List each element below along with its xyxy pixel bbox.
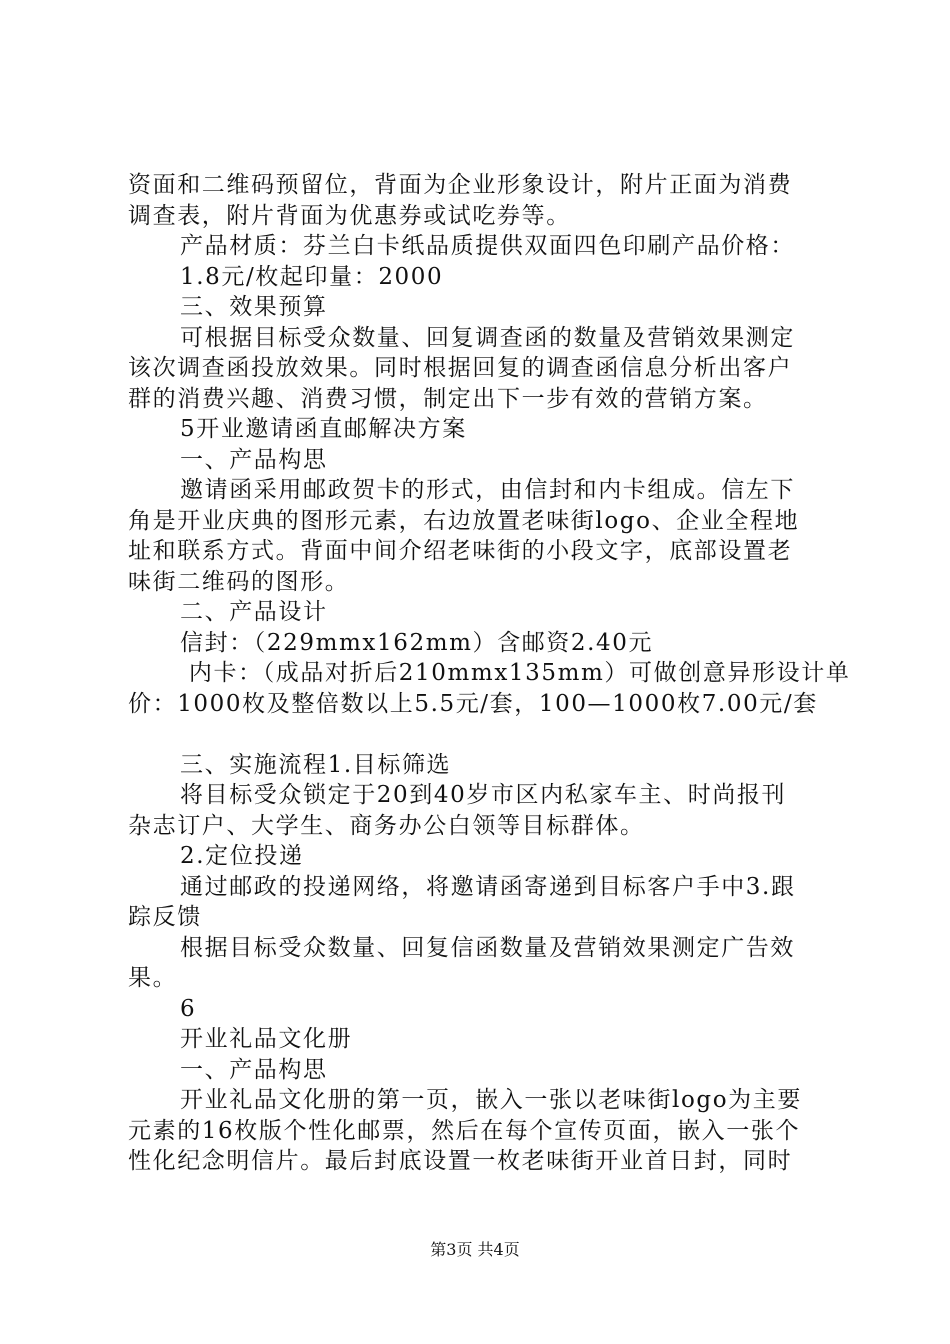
text-line: 通过邮政的投递网络，将邀请函寄递到目标客户手中3.跟	[180, 873, 796, 900]
page-footer: 第3页 共4页	[430, 1240, 520, 1259]
text-line: 角是开业庆典的图形元素，右边放置老味街logo、企业全程地	[128, 507, 800, 534]
text-line: 可根据目标受众数量、回复调查函的数量及营销效果测定	[180, 324, 795, 351]
text-line: 杂志订户、大学生、商务办公白领等目标群体。	[128, 812, 645, 839]
document-body	[128, 170, 851, 1177]
text-line: 根据目标受众数量、回复信函数量及营销效果测定广告效	[180, 934, 795, 961]
text-line: 邀请函采用邮政贺卡的形式，由信封和内卡组成。信左下	[180, 477, 795, 503]
text-line: 价：1000枚及整倍数以上5.5元/套，100—1000枚7.00元/套	[128, 690, 818, 717]
section-heading: 三、效果预算	[180, 294, 328, 320]
text-line: 调查表，附片背面为优惠券或试吃券等。	[128, 202, 571, 229]
text-line: 信封：（229mmx162mm）含邮资2.40元	[180, 629, 654, 656]
text-line: 群的消费兴趣、消费习惯，制定出下一步有效的营销方案。	[128, 385, 768, 412]
section-heading: 2.定位投递	[180, 843, 304, 869]
section-heading: 三、实施流程1.目标筛选	[180, 751, 452, 778]
text-line: 味街二维码的图形。	[128, 568, 350, 595]
text-line: 产品材质：芬兰白卡纸品质提供双面四色印刷产品价格：	[180, 233, 795, 259]
section-heading: 一、产品构思	[180, 446, 328, 473]
section-heading: 二、产品设计	[180, 599, 328, 625]
section-heading: 开业礼品文化册	[180, 1026, 353, 1052]
text-line: 踪反馈	[128, 904, 202, 930]
text-line: 开业礼品文化册的第一页，嵌入一张以老味街logo为主要	[180, 1087, 802, 1113]
text-line: 该次调查函投放效果。同时根据回复的调查函信息分析出客户	[128, 355, 793, 381]
section-heading: 一、产品构思	[180, 1056, 328, 1083]
text-line: 性化纪念明信片。最后封底设置一枚老味街开业首日封，同时	[128, 1148, 793, 1174]
text-line: 果。	[128, 965, 178, 991]
section-number: 6	[180, 995, 197, 1022]
text-line: 1.8元/枚起印量：2000	[180, 263, 444, 290]
text-line: 内卡：（成品对折后210mmx135mm）可做创意异形设计单	[180, 660, 851, 686]
text-line: 元素的16枚版个性化邮票，然后在每个宣传页面，嵌入一张个	[128, 1117, 801, 1144]
section-heading: 5开业邀请函直邮解决方案	[180, 416, 467, 442]
text-line: 资面和二维码预留位，背面为企业形象设计，附片正面为消费	[128, 172, 793, 198]
text-line: 址和联系方式。背面中间介绍老味街的小段文字，底部设置老	[128, 538, 793, 564]
blank-line	[128, 719, 838, 750]
text-line: 将目标受众锁定于20到40岁市区内私家车主、时尚报刊	[180, 782, 787, 808]
